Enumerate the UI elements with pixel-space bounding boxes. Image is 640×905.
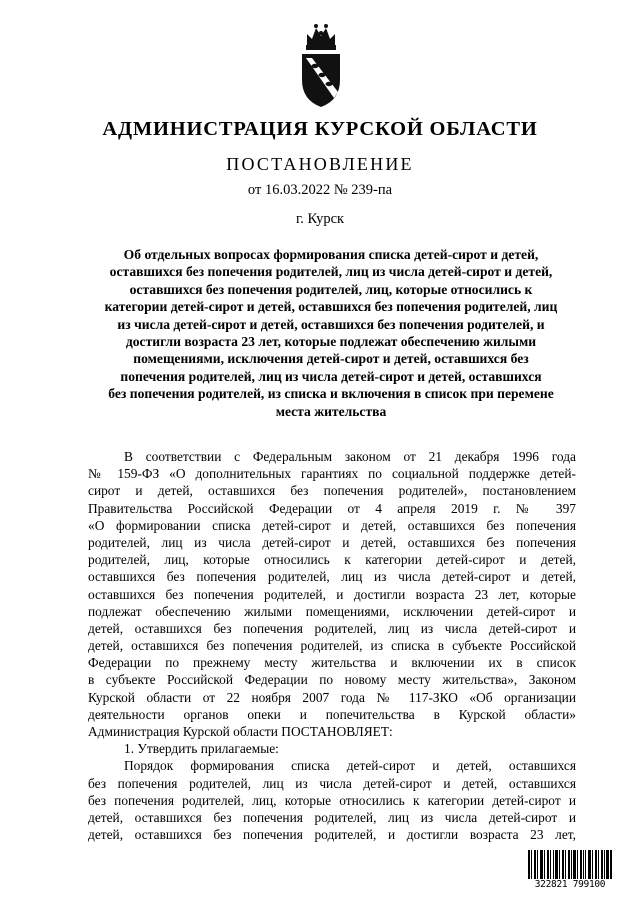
body-line: Курской области от 22 ноября 2007 года № 117-ЗКО «Об организации bbox=[88, 689, 576, 705]
document-title bbox=[88, 246, 574, 420]
body-line: «О формировании списка детей-сирот и детей, оставшихся без попечения bbox=[88, 517, 576, 533]
body-line: Порядок формирования списка детей-сирот и детей, оставшихся bbox=[124, 758, 576, 774]
body-line: без попечения родителей, лиц из числа детей-сирот и детей, оставшихся bbox=[88, 775, 576, 791]
title-line: оставшихся без попечения родителей, лиц, которые относились к bbox=[129, 281, 533, 297]
body-line: родителей, лиц, которые относились к категории детей-сирот и детей, bbox=[88, 552, 576, 568]
organization-name: АДМИНИСТРАЦИЯ КУРСКОЙ ОБЛАСТИ bbox=[102, 118, 538, 140]
body-line: детей, оставшихся без попечения родителей, лиц из числа детей-сирот и bbox=[88, 620, 576, 636]
body-line: детей, оставшихся без попечения родителей, из списка в субъекте Российской bbox=[88, 638, 576, 654]
body-line: Федерации по прежнему месту жительства и включении их в список bbox=[88, 655, 576, 671]
title-line: из числа детей-сирот и детей, оставшихся без попечения родителей, и bbox=[117, 316, 545, 332]
title-line: достигли возраста 23 лет, которые подлежат обеспечению жилыми bbox=[125, 334, 537, 350]
body-line: № 159-ФЗ «О дополнительных гарантиях по социальной поддержке детей- bbox=[88, 466, 576, 482]
document-city: г. Курск bbox=[295, 211, 345, 227]
document-date-number: от 16.03.2022 № 239-па bbox=[247, 182, 393, 198]
body-line: родителей, лиц из числа детей-сирот и детей, оставшихся без попечения bbox=[88, 534, 576, 550]
document-type: ПОСТАНОВЛЕНИЕ bbox=[226, 154, 414, 174]
body-line: В соответствии с Федеральным законом от 21 декабря 1996 года bbox=[124, 449, 576, 464]
title-line: Об отдельных вопросах формирования списка детей-сирот и детей, bbox=[123, 247, 539, 262]
barcode-number: 322821 799100 bbox=[528, 879, 612, 890]
title-line: попечения родителей, лиц из числа детей-сирот и детей, оставшихся bbox=[120, 368, 542, 384]
body-line: оставшихся без попечения родителей, и достигли возраста 23 лет, которые bbox=[88, 586, 576, 602]
title-line: категории детей-сирот и детей, оставшихся без попечения родителей, лиц bbox=[104, 299, 558, 315]
body-line: подлежат обеспечению жилыми помещениями, исключении детей-сирот и bbox=[88, 603, 576, 619]
title-line: места жительства bbox=[275, 403, 387, 419]
document-body bbox=[88, 448, 576, 843]
body-line: детей, оставшихся без попечения родителей, и достигли возраста 23 лет, bbox=[88, 827, 576, 843]
body-line: Правительства Российской Федерации от 4 апреля 2019 г. № 397 bbox=[88, 500, 576, 516]
body-line: 1. Утвердить прилагаемые: bbox=[124, 741, 279, 757]
body-line: детей, оставшихся без попечения родителей, лиц из числа детей-сирот и bbox=[88, 809, 576, 825]
body-line: оставшихся без попечения родителей, лиц из числа детей-сирот и детей, bbox=[88, 569, 576, 585]
body-line: сирот и детей, оставшихся без попечения родителей», постановлением bbox=[88, 483, 576, 499]
title-line: без попечения родителей, из списка и включения в список при перемене bbox=[108, 386, 554, 402]
kursk-coat-of-arms-emblem bbox=[298, 20, 344, 108]
title-line: помещениями, исключения детей-сирот и детей, оставшихся без bbox=[133, 351, 529, 367]
body-line: без попечения родителей, лиц, которые относились к категории детей-сирот и bbox=[88, 792, 576, 808]
title-line: оставшихся без попечения родителей, лиц из числа детей-сирот и детей, bbox=[109, 264, 553, 280]
body-line: деятельности органов опеки и попечительства в Курской области» bbox=[88, 706, 576, 722]
body-line: в субъекте Российской Федерации по новому месту жительства», Законом bbox=[88, 672, 576, 688]
body-line: Администрация Курской области ПОСТАНОВЛЯЕТ: bbox=[88, 724, 393, 739]
